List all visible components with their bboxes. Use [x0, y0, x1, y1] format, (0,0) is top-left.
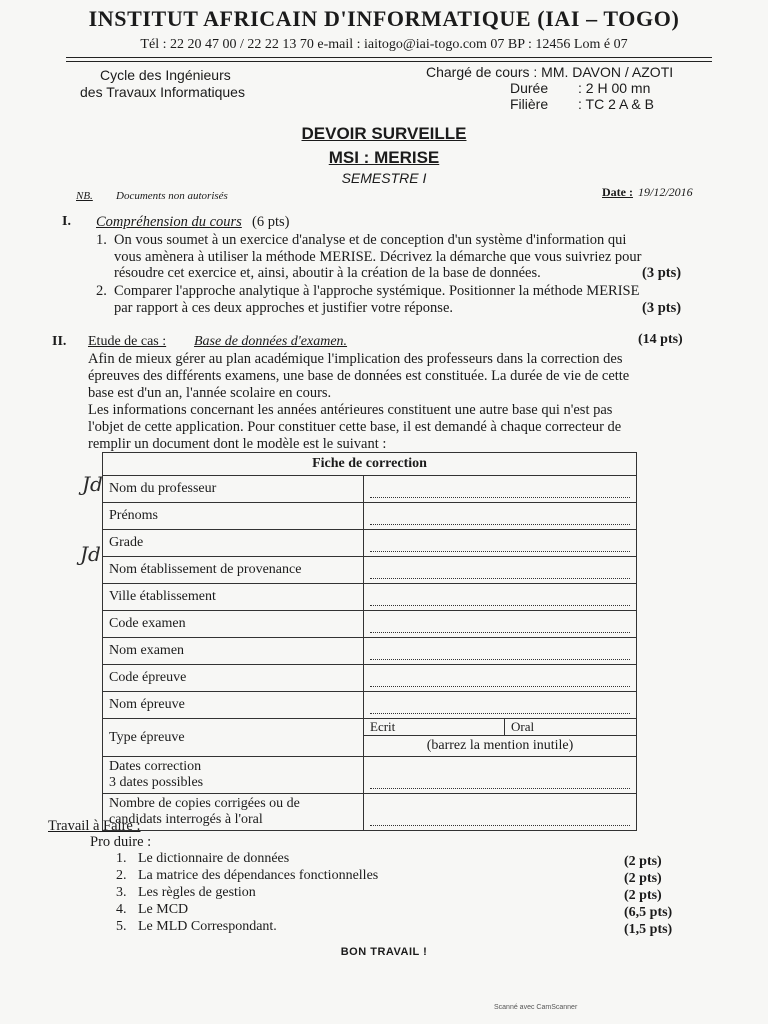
case-p2-line1: Les informations concernant les années antérieures constituent une autre base qui n'est pas [88, 402, 613, 418]
q1-line3: résoudre cet exercice et, ainsi, aboutir à la création de la base de données. [114, 265, 541, 281]
fiche-row [103, 638, 637, 665]
fiche-copies-line2: candidats interrogés à l'oral [109, 812, 263, 827]
fiche-correction-table [102, 452, 637, 831]
travail-item-text: Le dictionnaire de données [138, 851, 290, 866]
charge-de-cours: Chargé de cours : MM. DAVON / AZOTI [426, 64, 674, 80]
handwritten-mark-2: Jd [80, 542, 101, 566]
fiche-row-field[interactable] [364, 476, 637, 503]
fiche-row-label: Nom épreuve [103, 692, 364, 719]
camscanner-footer: Scanné avec CamScanner [494, 1004, 578, 1011]
fiche-row-label: Ville établissement [103, 584, 364, 611]
travail-item-text: Le MLD Correspondant. [138, 919, 277, 934]
q2-number: 2. [96, 283, 107, 299]
fiche-row-label: Nom établissement de provenance [103, 557, 364, 584]
exam-semester: SEMESTRE I [341, 170, 427, 186]
section2-points: (14 pts) [638, 332, 683, 347]
date-value: 19/12/2016 [638, 185, 693, 199]
case-p1-line1: Afin de mieux gérer au plan académique l'implication des professeurs dans la correction des [88, 351, 623, 367]
fiche-type-options [364, 719, 637, 736]
fiche-row-label: Nom examen [103, 638, 364, 665]
q1-line1: On vous soumet à un exercice d'analyse et de conception d'un système d'information qui [114, 232, 627, 248]
travail-item-number: 3. [116, 885, 127, 900]
fiche-field-rows [103, 476, 637, 719]
fiche-ecrit: Ecrit [364, 719, 505, 735]
q1-number: 1. [96, 232, 107, 248]
fiche-type-row [103, 719, 637, 736]
date-label: Date : [602, 185, 633, 199]
cycle-line1: Cycle des Ingénieurs [100, 67, 231, 83]
travail-item-text: Les règles de gestion [138, 885, 256, 900]
header-rule-top [66, 57, 712, 58]
exam-title: DEVOIR SURVEILLE [301, 124, 467, 143]
fiche-title-row [103, 453, 637, 476]
travail-item-text: La matrice des dépendances fonctionnelles [138, 868, 379, 883]
travail-item-points: (2 pts) [624, 871, 662, 886]
fiche-type-label: Type épreuve [103, 719, 364, 757]
fiche-row [103, 530, 637, 557]
fiche-row-field[interactable] [364, 692, 637, 719]
fiche-row [103, 665, 637, 692]
fiche-row-field[interactable] [364, 638, 637, 665]
q2-line1: Comparer l'approche analytique à l'approche systémique. Positionner la méthode MERISE [114, 283, 640, 299]
filiere-label: Filière [510, 96, 549, 112]
fiche-row-field[interactable] [364, 557, 637, 584]
fiche-row-field[interactable] [364, 665, 637, 692]
duree-label: Durée [510, 80, 549, 96]
cycle-line2: des Travaux Informatiques [80, 84, 245, 100]
handwritten-mark-1: Jd [82, 472, 103, 496]
header-rule-bottom [66, 61, 712, 62]
fiche-row [103, 692, 637, 719]
fiche-row-label: Prénoms [103, 503, 364, 530]
travail-item-number: 1. [116, 851, 127, 866]
fiche-dates-line2: 3 dates possibles [109, 775, 204, 790]
duree-value: : 2 H 00 mn [578, 80, 651, 96]
travail-item-points: (6,5 pts) [624, 905, 673, 920]
fiche-copies-line1: Nombre de copies corrigées ou de [109, 796, 300, 811]
fiche-row [103, 476, 637, 503]
travail-item-points: (1,5 pts) [624, 922, 673, 937]
section1-title: Compréhension du cours [96, 214, 242, 230]
fiche-row [103, 611, 637, 638]
fiche-row-label: Code examen [103, 611, 364, 638]
case-p2-line3: remplir un document dont le modèle est le suivant : [88, 436, 387, 452]
travail-item-number: 5. [116, 919, 127, 934]
fiche-title: Fiche de correction [103, 453, 637, 476]
fiche-copies-row [103, 794, 637, 831]
fiche-row-field[interactable] [364, 611, 637, 638]
fiche-dates-label [103, 757, 364, 794]
fiche-oral: Oral [511, 719, 535, 734]
fiche-row-field[interactable] [364, 584, 637, 611]
travail-item-points: (2 pts) [624, 888, 662, 903]
case-p1-line2: épreuves des différents examens, une base de données est constituée. La durée de vie de cette [88, 368, 630, 384]
bon-travail: BON TRAVAIL ! [340, 946, 428, 958]
q2-line2: par rapport à ces deux approches et justifier votre réponse. [114, 300, 454, 316]
travail-item-number: 2. [116, 868, 127, 883]
institution-contact: Tél : 22 20 47 00 / 22 22 13 70 e-mail : iaitogo@iai-togo.com 07 BP : 12456 Lom é 07 [140, 37, 628, 52]
travail-item-points: (2 pts) [624, 854, 662, 869]
section1-number: I. [62, 214, 71, 229]
fiche-row-label: Nom du professeur [103, 476, 364, 503]
section1-points: (6 pts) [252, 214, 290, 230]
section2-number: II. [52, 334, 67, 349]
section2-title: Base de données d'examen. [194, 334, 348, 349]
nb-text: Documents non autorisés [116, 190, 228, 202]
fiche-barrez: (barrez la mention inutile) [364, 736, 637, 757]
travail-produire: Pro duire : [90, 834, 152, 850]
q2-points: (3 pts) [642, 300, 682, 316]
fiche-row-label: Code épreuve [103, 665, 364, 692]
fiche-dates-field[interactable] [364, 757, 637, 794]
section2-title-prefix: Etude de cas : [88, 334, 167, 349]
fiche-row-label: Grade [103, 530, 364, 557]
travail-item-text: Le MCD [138, 902, 189, 917]
fiche-row [103, 503, 637, 530]
case-p1-line3: base est d'un an, l'année scolaire en cours. [88, 385, 332, 401]
filiere-value: : TC 2 A & B [578, 96, 655, 112]
fiche-dates-row [103, 757, 637, 794]
nb-label: NB. [76, 190, 93, 202]
q1-line2: vous amènera à utiliser la méthode MERISE. Décrivez la démarche que vous suivriez pour [114, 249, 642, 265]
fiche-copies-field[interactable] [364, 794, 637, 831]
fiche-row-field[interactable] [364, 503, 637, 530]
case-p2-line2: l'objet de cette application. Pour constituer cette base, il est demandé à chaque correcteur de [88, 419, 622, 435]
travail-item-number: 4. [116, 902, 127, 917]
institution-title: INSTITUT AFRICAIN D'INFORMATIQUE (IAI – TOGO) [88, 6, 680, 31]
fiche-dates-line1: Dates correction [109, 759, 202, 774]
fiche-row-field[interactable] [364, 530, 637, 557]
fiche-row [103, 557, 637, 584]
travail-heading: Travail à Faire : [48, 818, 141, 834]
q1-points: (3 pts) [642, 265, 682, 281]
fiche-row [103, 584, 637, 611]
fiche-copies-label [103, 794, 364, 831]
exam-subject: MSI : MERISE [328, 148, 440, 167]
